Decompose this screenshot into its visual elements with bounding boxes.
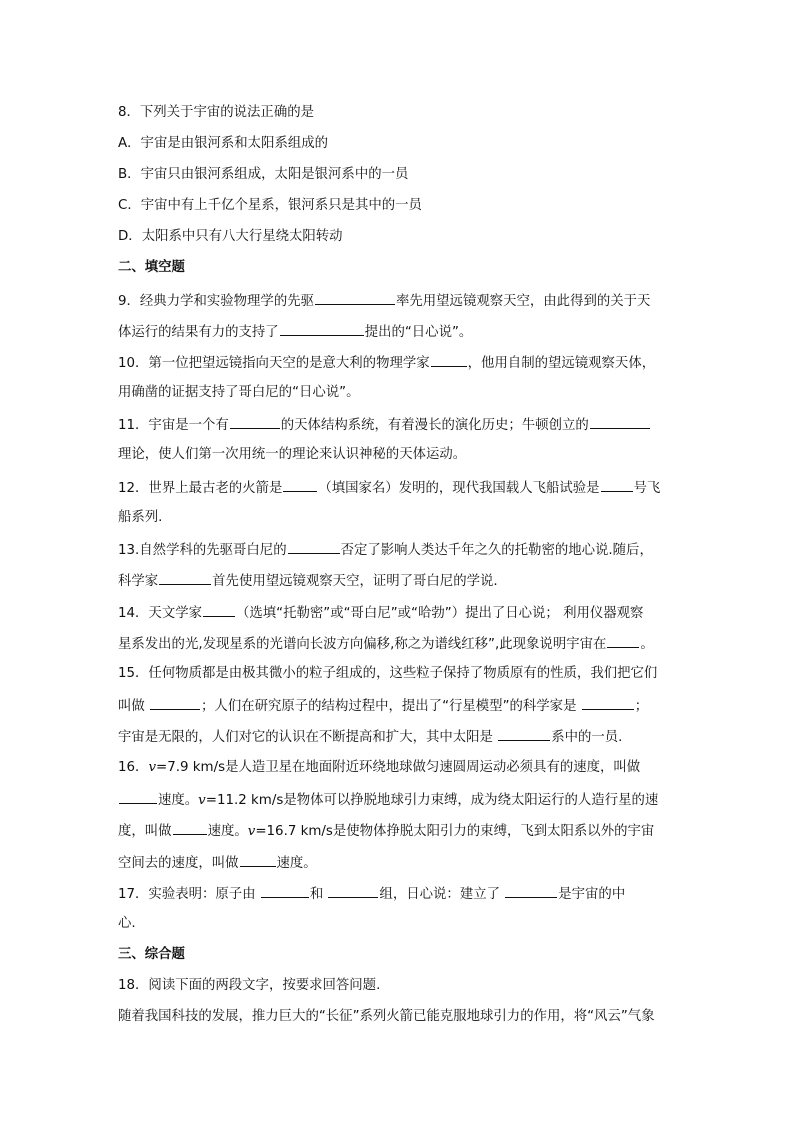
question-15-text: 系中的一员. xyxy=(551,730,623,745)
question-10-line-1 xyxy=(118,353,655,373)
question-16-text: =7.9 km/s是人造卫星在地面附近环绕地球做匀速圆周运动必须具有的速度，叫做 xyxy=(156,760,641,775)
question-17-text: 和 xyxy=(309,887,324,902)
answer-blank xyxy=(315,291,395,305)
question-17-line-1 xyxy=(118,884,625,904)
question-15-line-1: 15．任何物质都是由极其微小的粒子组成的，这些粒子保持了物质原有的性质，我们把它们 xyxy=(118,666,658,681)
answer-blank xyxy=(173,821,207,835)
question-18-paragraph: 随着我国科技的发展，推力巨大的“长征”系列火箭已能克服地球引力的作用，将“风云”气象 xyxy=(118,1009,655,1024)
question-12-text: 12．世界上最古老的火箭是 xyxy=(118,481,283,496)
answer-blank xyxy=(288,540,340,554)
question-13-text: 否定了影响人类达千年之久的托勒密的地心说.随后， xyxy=(340,543,653,558)
question-16-line-1 xyxy=(118,759,640,777)
question-10-line-2: 用确凿的证据支持了哥白尼的“日心说”。 xyxy=(118,385,360,400)
question-14-line-2 xyxy=(118,634,654,654)
question-11-text: 的天体结构系统，有着漫长的演化历史；牛顿创立的 xyxy=(280,418,589,433)
question-10-text: ，他用自制的望远镜观察天体， xyxy=(467,356,656,371)
question-15-text: 宇宙是无限的，人们对它的认识在不断提高和扩大，其中太阳是 xyxy=(118,730,493,745)
question-16-text: 速度。 xyxy=(158,793,199,808)
answer-blank xyxy=(505,884,557,898)
question-18-stem: 18．阅读下面的两段文字，按要求回答问题. xyxy=(118,978,381,993)
question-9-line-2 xyxy=(118,322,472,342)
question-15-line-3 xyxy=(118,727,622,747)
question-8-option-a: A．宇宙是由银河系和太阳系组成的 xyxy=(118,136,329,151)
answer-blank xyxy=(601,478,633,492)
question-9-text: 率先用望远镜观察天空，由此得到的关于天 xyxy=(396,294,651,309)
question-9-text: 体运行的结果有力的支持了 xyxy=(118,325,279,340)
answer-blank xyxy=(607,634,639,648)
question-15-text: ；人们在研究原子的结构过程中，提出了“行星模型”的科学家是 xyxy=(201,699,577,714)
question-17-text: 组，日心说：建立了 xyxy=(379,887,500,902)
velocity-symbol: v xyxy=(247,824,256,839)
question-16-line-4 xyxy=(118,853,317,873)
question-8-option-b: B．宇宙只由银河系组成，太阳是银河系中的一员 xyxy=(118,167,409,182)
answer-blank xyxy=(431,353,467,367)
question-17-line-2: 心. xyxy=(118,916,136,931)
question-16-text: =16.7 km/s是使物体挣脱太阳引力的束缚，飞到太阳系以外的宇宙 xyxy=(255,824,655,839)
question-16-text: 度，叫做 xyxy=(118,824,172,839)
question-11-text: 11．宇宙是一个有 xyxy=(118,418,229,433)
question-9-text: 9．经典力学和实验物理学的先驱 xyxy=(118,294,314,309)
question-14-text: 14．天文学家 xyxy=(118,606,202,621)
velocity-symbol: v xyxy=(198,793,206,808)
question-11-line-2: 理论，使人们第一次用统一的理论来认识神秘的天体运动。 xyxy=(118,447,467,462)
question-15-text: ； xyxy=(634,699,649,714)
question-14-text: 星系发出的光,发现星系的光谱向长波方向偏移,称之为谱线红移”,此现象说明宇宙在 xyxy=(118,637,607,652)
section-heading-fill-in: 二、填空题 xyxy=(118,260,185,275)
question-13-text: 首先使用望远镜观察天空，证明了哥白尼的学说. xyxy=(212,574,498,589)
question-8-option-d: D．太阳系中只有八大行星绕太阳转动 xyxy=(118,229,343,244)
question-12-line-1 xyxy=(118,478,660,498)
answer-blank xyxy=(159,571,211,585)
question-15-text: 叫做 xyxy=(118,699,145,714)
question-13-text: 13.自然学科的先驱哥白尼的 xyxy=(118,543,287,558)
answer-blank xyxy=(230,415,280,429)
answer-blank xyxy=(283,478,317,492)
question-16-text: 空间去的速度，叫做 xyxy=(118,856,239,871)
question-16-text: 16． xyxy=(118,760,149,775)
question-15-line-2 xyxy=(118,696,648,716)
question-12-text: 号飞 xyxy=(633,481,661,496)
answer-blank xyxy=(582,696,634,710)
answer-blank xyxy=(150,696,200,710)
question-17-text: 是宇宙的中 xyxy=(558,887,626,902)
question-8-option-c: C．宇宙中有上千亿个星系，银河系只是其中的一员 xyxy=(118,198,422,213)
question-16-text: 速度。 xyxy=(276,856,317,871)
question-14-line-1 xyxy=(118,603,643,623)
answer-blank xyxy=(280,322,364,336)
question-12-line-2: 船系列. xyxy=(118,510,163,525)
question-14-text: （选填“托勒密”或“哥白尼”或“哈勃”）提出了日心说； 利用仪器观察 xyxy=(236,606,644,621)
question-17-text: 17．实验表明：原子由 xyxy=(118,887,256,902)
question-9-line-1 xyxy=(118,291,650,311)
question-13-line-2 xyxy=(118,571,498,591)
question-14-text: 。 xyxy=(640,637,654,652)
question-11-line-1 xyxy=(118,415,651,435)
question-13-text: 科学家 xyxy=(118,574,159,589)
answer-blank xyxy=(203,603,235,617)
question-16-line-2 xyxy=(118,790,658,810)
question-12-text: （填国家名）发明的，现代我国载人飞船试验是 xyxy=(318,481,600,496)
question-16-text: 速度。 xyxy=(207,824,248,839)
question-10-text: 10．第一位把望远镜指向天空的是意大利的物理学家 xyxy=(118,356,430,371)
question-16-text: =11.2 km/s是物体可以挣脱地球引力束缚，成为绕太阳运行的人造行星的速 xyxy=(205,793,659,808)
answer-blank xyxy=(328,884,378,898)
answer-blank xyxy=(261,884,309,898)
answer-blank xyxy=(240,853,276,867)
answer-blank xyxy=(590,415,650,429)
question-13-line-1 xyxy=(118,540,653,560)
section-heading-comprehensive: 三、综合题 xyxy=(118,947,185,962)
question-8-stem: 8．下列关于宇宙的说法正确的是 xyxy=(118,105,314,120)
answer-blank xyxy=(498,727,550,741)
question-9-text: 提出的“日心说”。 xyxy=(364,325,473,340)
velocity-symbol: v xyxy=(148,760,157,775)
answer-blank xyxy=(119,790,157,804)
question-16-line-3 xyxy=(118,821,654,841)
